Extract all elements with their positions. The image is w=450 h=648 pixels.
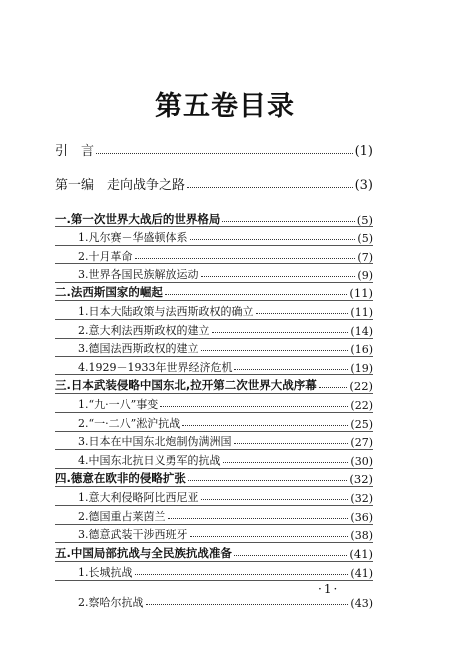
toc-entry-page: (1) [354,144,373,159]
dot-leader [187,186,353,188]
toc-entry-page: (7) [357,251,373,264]
page-title: 第五卷目录 [155,91,295,122]
toc-entry-page: (32) [350,492,373,505]
toc-subentry [0,411,450,431]
toc-entry-page: (11) [349,286,373,300]
toc-entry-label: 2.“一·二八”淞沪抗战 [78,417,181,430]
dot-leader [146,603,349,605]
toc-entry-label: 第一编 走向战争之路 [55,178,186,193]
toc-entry-page: (16) [350,343,373,356]
toc-subentry [0,355,450,375]
toc-entry-page: (5) [357,232,373,245]
toc-entry-label: 3.日本在中国东北炮制伪满洲国 [78,435,232,448]
toc-subentry [0,485,450,505]
toc-entry-page: (3) [354,178,373,193]
section-rule [55,580,373,581]
toc-entry-page: (19) [350,362,373,375]
toc-entry-label: 五.中国局部抗战与全民族抗战准备 [55,546,232,560]
dot-leader [212,331,349,333]
toc-subentry [0,392,450,412]
toc-entry-page: (41) [350,567,373,580]
dot-leader [319,386,348,388]
toc-subentry [0,522,450,542]
toc-entry-label: 一.第一次世界大战后的世界格局 [55,212,221,226]
toc-entry-label: 引 言 [55,144,95,159]
toc-entry-label: 1.凡尔赛－华盛顿体系 [78,231,188,244]
toc-subentry [0,336,450,356]
toc-entry-label: 三.日本武装侵略中国东北,拉开第二次世界大战序幕 [55,378,317,392]
dot-leader [201,275,356,277]
dot-leader [188,479,348,481]
dot-leader [190,238,356,240]
dot-leader [234,368,348,370]
toc-entry-label: 1.日本大陆政策与法西斯政权的确立 [78,305,254,318]
toc-entry-label: 2.意大利法西斯政权的建立 [78,324,210,337]
toc-section-3 [0,373,450,393]
dot-leader [256,312,349,314]
toc-entry-page: (27) [350,436,373,449]
toc-entry-label: 3.世界各国民族解放运动 [78,268,199,281]
toc-entry-page: (30) [350,455,373,468]
dot-leader [165,293,348,295]
toc-subentry [0,590,450,610]
toc-entry-page: (14) [350,325,373,338]
dot-leader [223,461,349,463]
toc-subentry [0,262,450,282]
toc-entry-label: 1.意大利侵略阿比西尼亚 [78,491,199,504]
toc-subentry [0,244,450,264]
toc-entry-label: 2.德国重占莱茵兰 [78,510,166,523]
toc-entry-label: 二.法西斯国家的崛起 [55,285,163,299]
toc-section-1 [0,207,450,227]
toc-entry-page: (32) [349,472,373,486]
toc-section-2 [0,280,450,300]
toc-subentry [0,318,450,338]
toc-subentry [0,504,450,524]
toc-entry-page: (9) [357,269,373,282]
dot-leader [168,517,349,519]
toc-entry-label: 1.长城抗战 [78,566,133,579]
dot-leader [201,349,349,351]
toc-entry-page: (36) [350,511,373,524]
toc-entry-label: 1.“九·一八”事变 [78,398,159,411]
dot-leader [190,535,349,537]
toc-subentry [0,560,450,580]
toc-section-5 [0,541,450,561]
dot-leader [182,424,348,426]
toc-entry-label: 2.十月革命 [78,250,133,263]
dot-leader [96,152,353,154]
toc-subentry [0,225,450,245]
toc-entry-label: 4.中国东北抗日义勇军的抗战 [78,454,221,467]
dot-leader [160,405,348,407]
toc-entry-page: (25) [350,418,373,431]
toc-entry-page: (22) [350,399,373,412]
toc-entry-label: 4.1929－1933年世界经济危机 [78,361,233,374]
page-number: ·1· [318,582,340,596]
toc-entry-label: 3.德国法西斯政权的建立 [78,342,199,355]
toc-entry-page: (11) [350,306,373,319]
toc-subentry [0,299,450,319]
toc-entry-label: 四.德意在欧非的侵略扩张 [55,471,186,485]
toc-entry-intro [0,139,450,159]
toc-entry-page: (43) [350,597,373,610]
toc-entry-page: (22) [349,379,373,393]
dot-leader [135,257,356,259]
dot-leader [222,220,354,222]
toc-section-4 [0,466,450,486]
toc-entry-label: 2.察哈尔抗战 [78,596,144,609]
toc-entry-label: 3.德意武装干涉西班牙 [78,528,188,541]
dot-leader [234,442,349,444]
toc-subentry [0,429,450,449]
dot-leader [135,573,349,575]
dot-leader [201,498,349,500]
toc-subentry [0,448,450,468]
toc-entry-page: (38) [350,529,373,542]
toc-entry-part-1 [0,173,450,193]
dot-leader [234,554,348,556]
toc-entry-page: (41) [349,547,373,561]
toc-entry-page: (5) [356,213,373,227]
